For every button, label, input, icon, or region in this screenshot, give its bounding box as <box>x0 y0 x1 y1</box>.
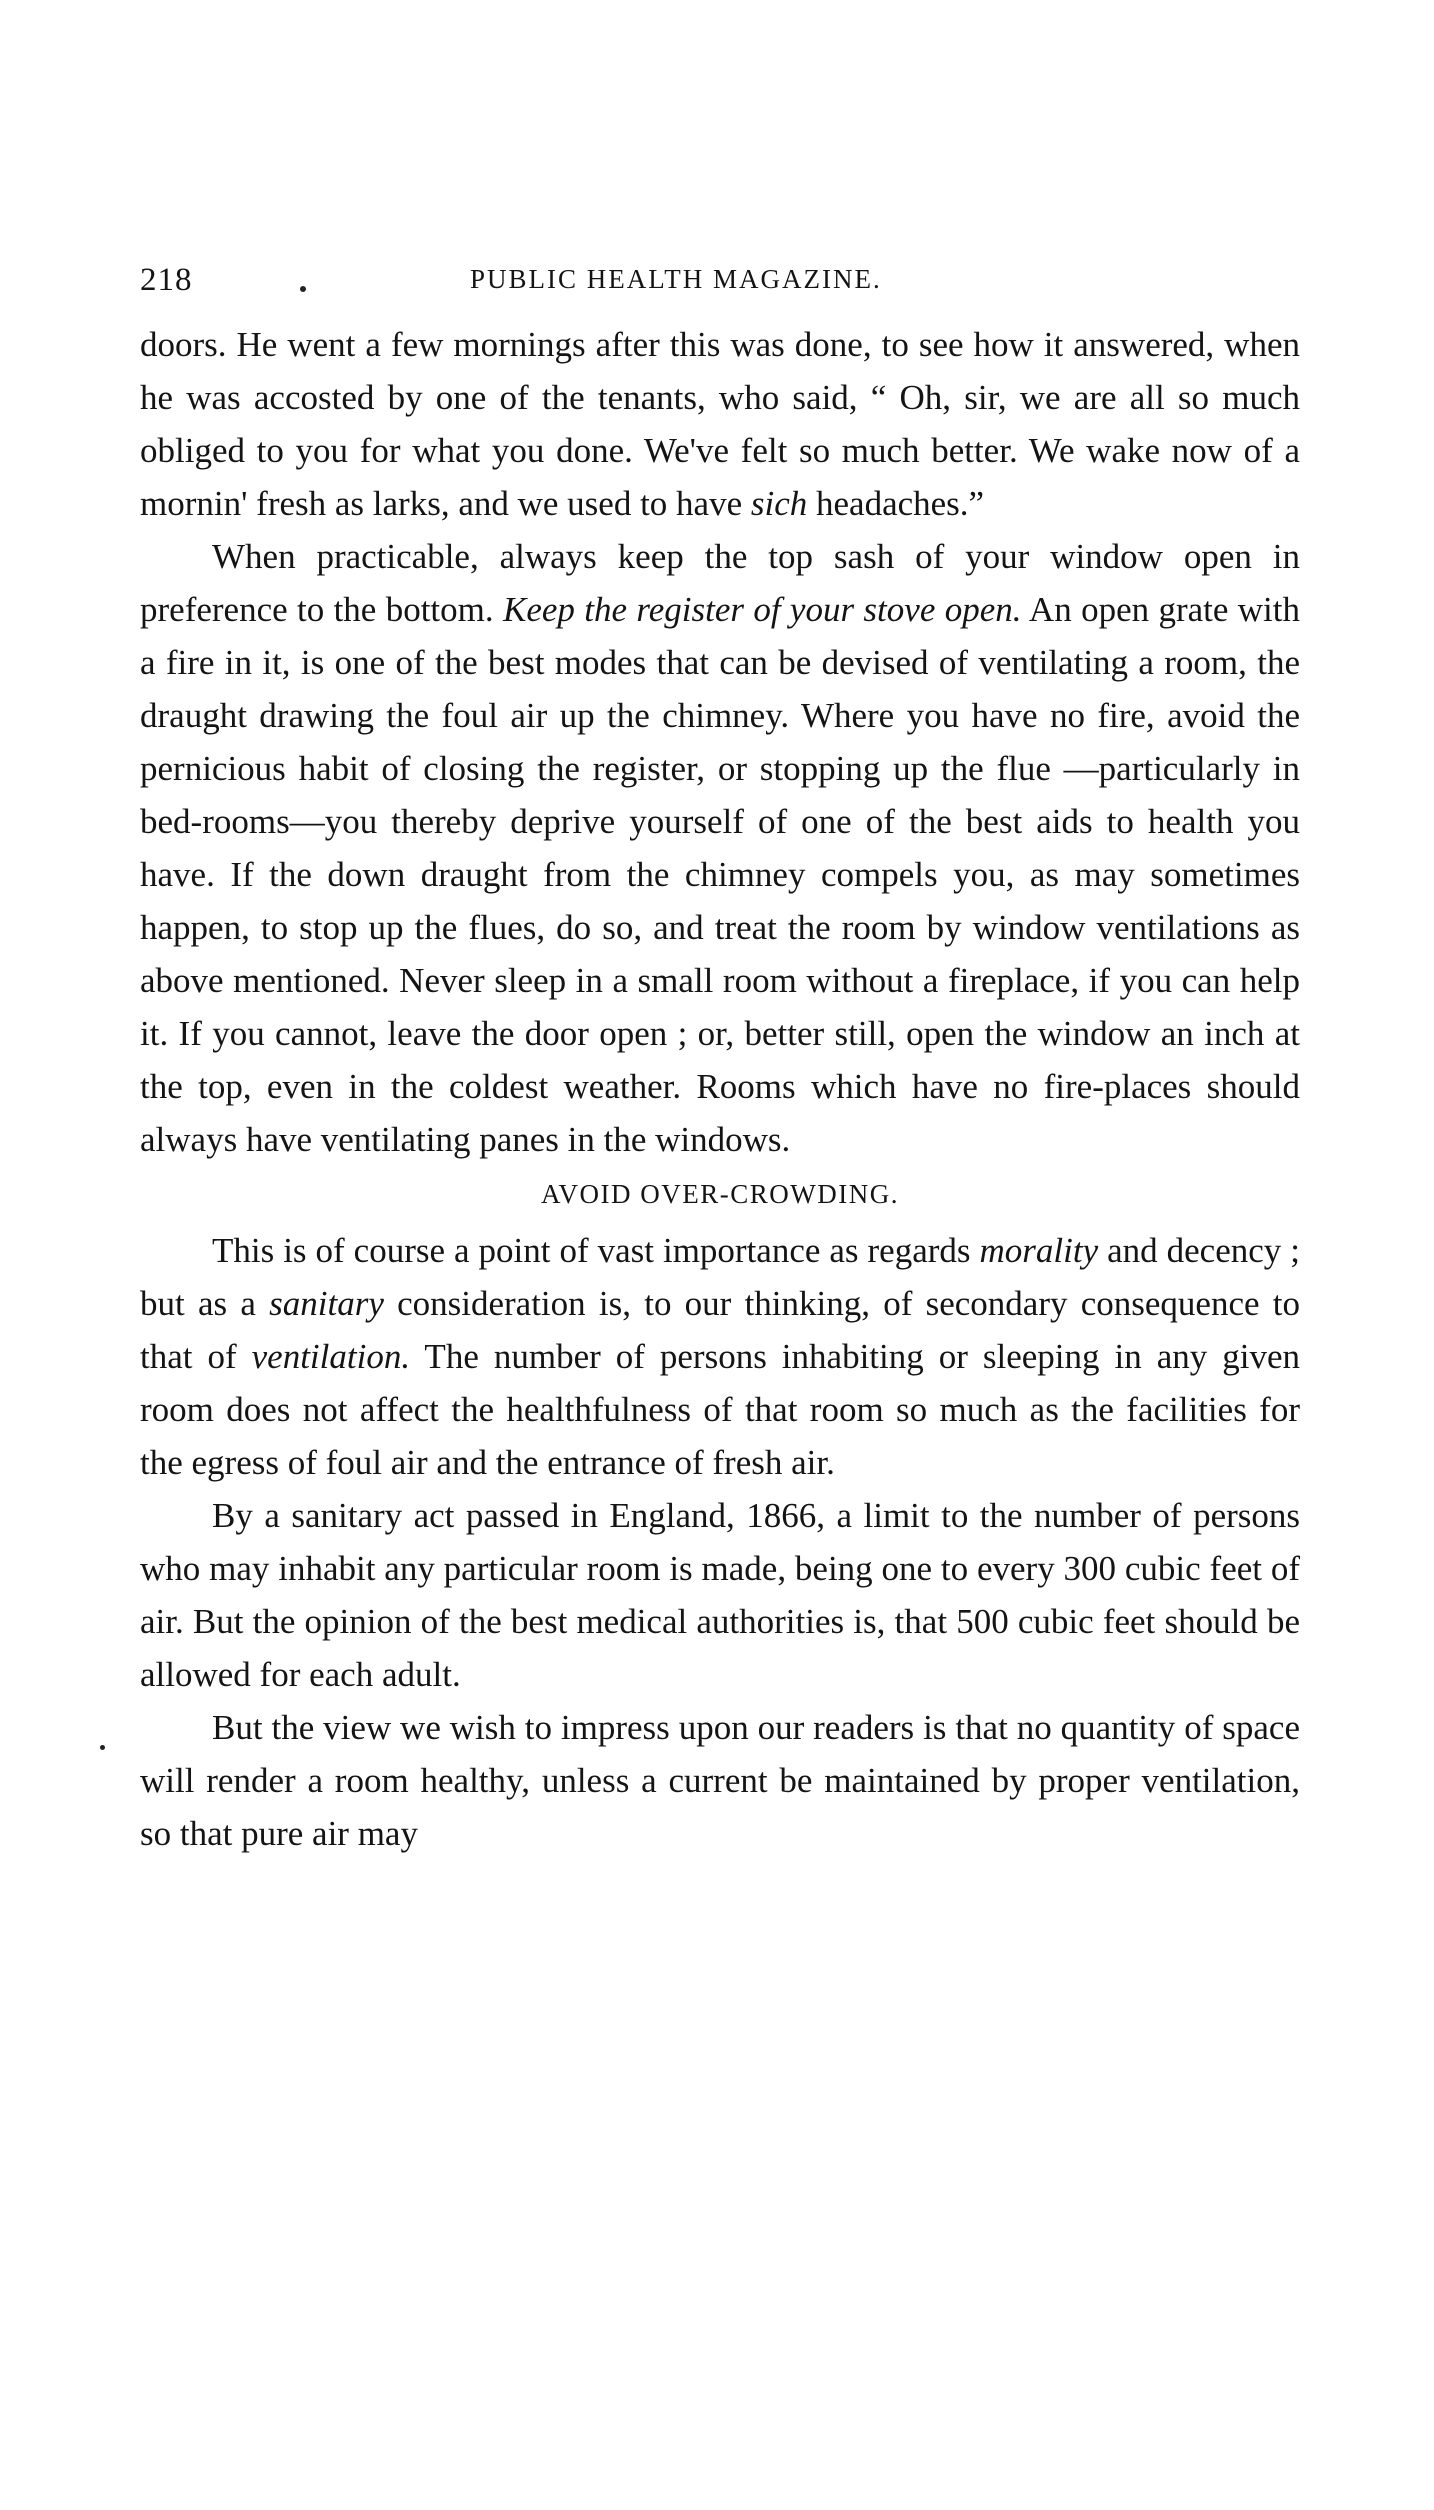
paragraph-text: When practicable, always keep the top sash of your window open in preference to the bottom. <box>140 537 1300 629</box>
ink-speck <box>300 286 306 292</box>
italic-text: morality <box>979 1231 1099 1270</box>
page-number: 218 <box>140 262 193 298</box>
italic-text: sich <box>750 484 808 523</box>
paragraph-text: But the view we wish to impress upon our readers is that no quantity of space will render a room healthy, unless a current be maintained by proper ventilation, so that pure air may <box>140 1708 1300 1853</box>
italic-text: Keep the register of your stove open. <box>503 590 1022 629</box>
paragraph <box>140 1701 1300 1860</box>
italic-text: ventilation. <box>251 1337 411 1376</box>
journal-title: PUBLIC HEALTH MAGAZINE. <box>470 264 882 294</box>
body-text <box>140 318 1300 1860</box>
paragraph-text: An open grate with a fire in it, is one of the best modes that can be devised of ventilating a room, the draught drawing the foul air up the chimney. Where you have no fire, avoid the pernicious habit of closing the register, or stopping up the flue —particularly in bed-rooms—you thereby deprive yourself of one of the best aids to health you have. If the down draught from the chimney compels you, as may sometimes happen, to stop up the flues, do so, and treat the room by window ventilations as above mentioned. Never sleep in a small room without a fireplace, if you can help it. If you cannot, leave the door open ; or, better still, open the window an inch at the top, even in the coldest weather. Rooms which have no fire-places should always have ventilating panes in the windows. <box>140 590 1300 1159</box>
paragraph-text: By a sanitary act passed in England, 1866, a limit to the number of persons who may inhabit any particular room is made, being one to every 300 cubic feet of air. But the opinion of the best medical authorities is, that 500 cubic feet should be allowed for each adult. <box>140 1496 1300 1694</box>
paragraph <box>140 318 1300 530</box>
paragraph-text: headaches.” <box>807 484 985 523</box>
paragraph-text: and decency ; but as a <box>140 1231 1300 1323</box>
ink-speck <box>100 1745 105 1750</box>
paragraph-text: consideration is, to our thinking, of secondary consequence to that of <box>140 1284 1300 1376</box>
paragraph <box>140 530 1300 1166</box>
paragraph-text: doors. He went a few mornings after this was done, to see how it answered, when he was accosted by one of the tenants, who said, “ Oh, sir, we are all so much obliged to you for what you done. We've felt so much better. We wake now of a mornin' fresh as larks, and we used to have <box>140 325 1300 523</box>
italic-text: sanitary <box>269 1284 384 1323</box>
paragraph-text: This is of course a point of vast importance as regards <box>212 1231 980 1270</box>
paragraph <box>140 1489 1300 1701</box>
paragraph <box>140 1224 1300 1489</box>
paragraph-text: The number of persons inhabiting or sleeping in any given room does not affect the healthfulness of that room so much as the facilities for the egress of foul air and the entrance of fresh air. <box>140 1337 1300 1482</box>
running-head <box>140 262 1300 302</box>
section-heading: AVOID OVER-CROWDING. <box>541 1179 899 1209</box>
